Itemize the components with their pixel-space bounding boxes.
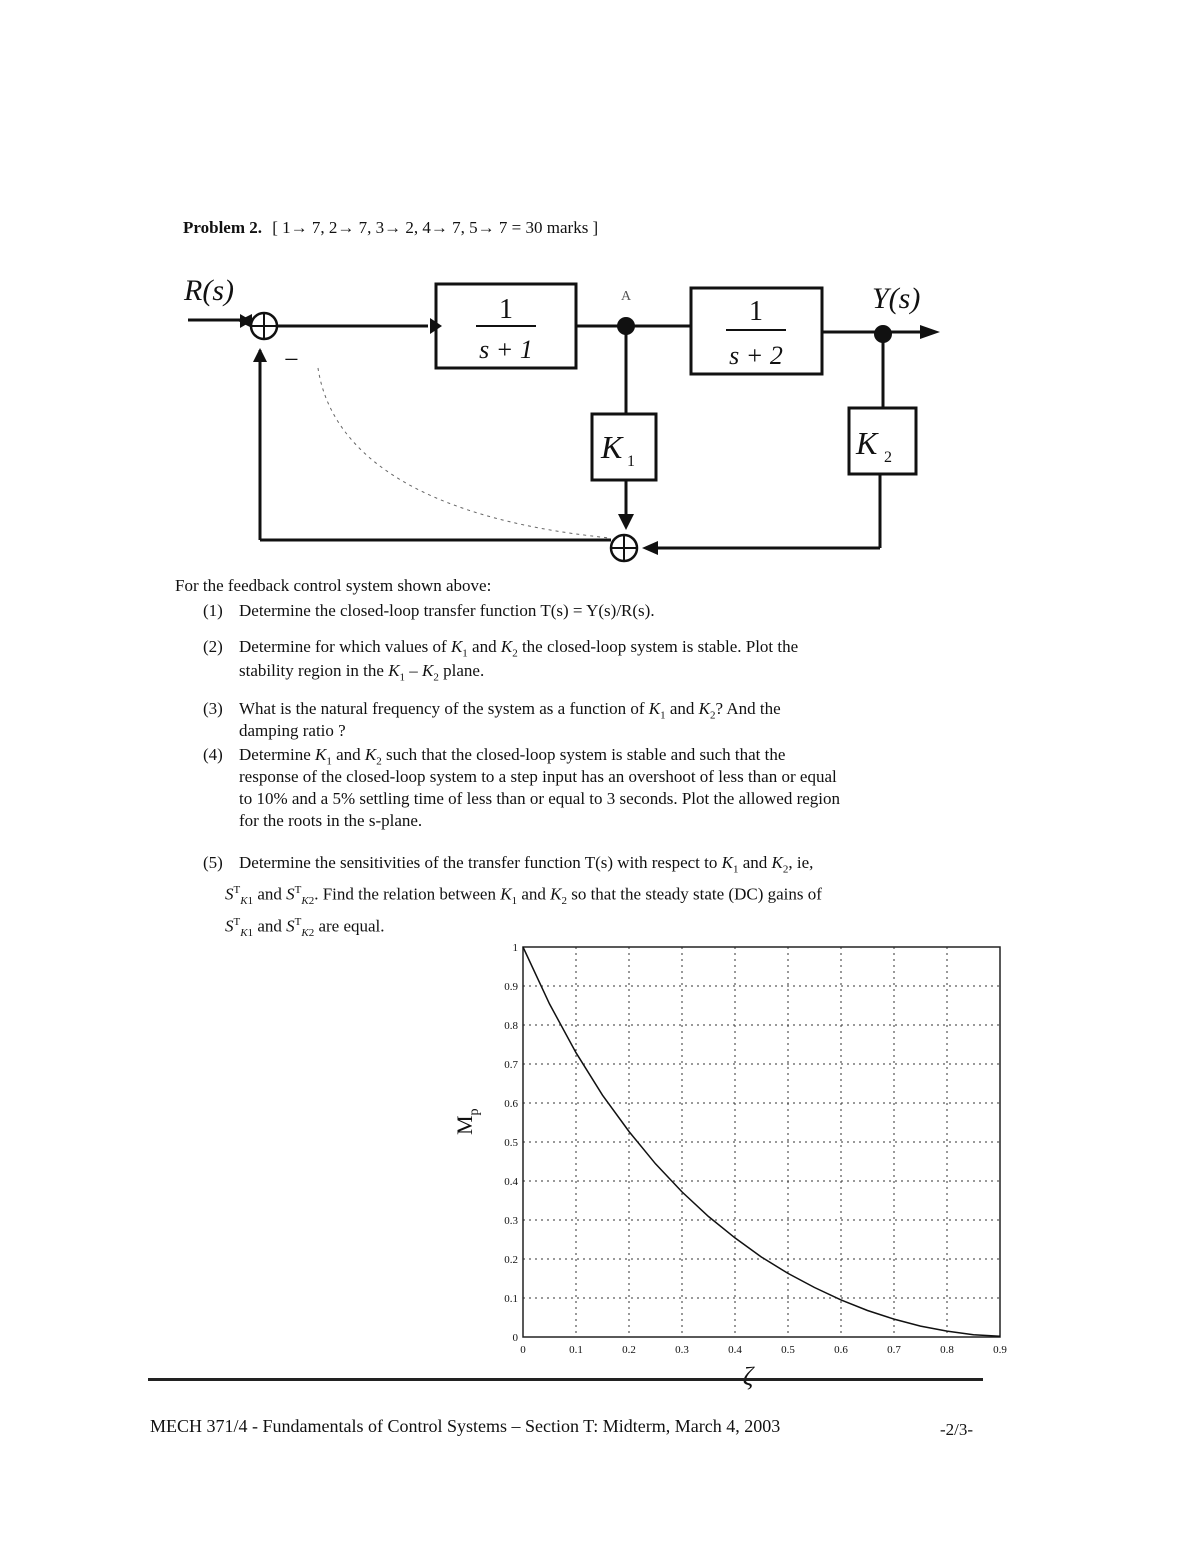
y-tick-label: 0.5 — [504, 1137, 518, 1149]
problem-marks: [ 1→ 7, 2→ 7, 3→ 2, 4→ 7, 5→ 7 = 30 marks ] — [272, 218, 599, 237]
chart-ylabel: $M_p$ — [452, 1108, 482, 1135]
question-number: (1) — [203, 601, 223, 620]
gain1-label: K — [601, 429, 623, 465]
question-number: (3) — [203, 699, 223, 718]
problem-label: Problem 2. — [183, 218, 263, 237]
intro-text: For the feedback control system shown above: — [175, 576, 492, 595]
question-1 — [203, 600, 983, 622]
question-text-line-2: response of the closed-loop system to a step input has an overshoot of less than or equal — [239, 767, 837, 786]
question-text-line-2: stability region in the $K_1 - K_2$ plane. — [239, 661, 485, 684]
gain2-sub: 2 — [884, 449, 892, 466]
y-tick-label: 0.9 — [504, 981, 518, 993]
question-text-line-1: Determine the sensitivities of the transfer function T(s) with respect to $K_1$ and $K_2$, ie, — [239, 853, 814, 876]
node-a-label: A — [621, 289, 632, 304]
x-tick-label: 0.8 — [940, 1344, 954, 1356]
output-label: Y(s) — [872, 282, 921, 315]
question-3 — [203, 698, 983, 742]
y-tick-label: 0.1 — [504, 1293, 518, 1305]
x-tick-label: 0.3 — [675, 1344, 689, 1356]
block-diagram — [180, 268, 960, 568]
block1-denominator: s + 1 — [479, 335, 533, 364]
question-text-line-1: What is the natural frequency of the system as a function of $K_1$ and $K_2$? And the — [239, 699, 781, 722]
question-text-line-4: for the roots in the s-plane. — [239, 811, 423, 830]
block2-denominator: s + 2 — [729, 341, 783, 370]
y-tick-label: 0 — [512, 1332, 518, 1344]
minus-sign: − — [284, 345, 299, 374]
question-text-line-1: Determine for which values of $K_1$ and $K_2$ the closed-loop system is stable. Plot the — [239, 637, 799, 660]
footer-rule — [148, 1378, 983, 1381]
problem-heading — [183, 218, 598, 238]
plot-frame — [523, 947, 1000, 1337]
question-text-line-3: to 10% and a 5% settling time of less than or equal to 3 seconds. Plot the allowed region — [239, 789, 841, 808]
overshoot-chart — [440, 935, 1020, 1395]
question-2 — [203, 636, 983, 684]
node-a-dot — [617, 317, 635, 335]
x-tick-label: 0.9 — [993, 1344, 1007, 1356]
y-tick-label: 0.3 — [504, 1215, 518, 1227]
x-tick-label: 0.6 — [834, 1344, 848, 1356]
question-text-line-3: $S^T_{K1}$ and $S^T_{K2}$ are equal. — [225, 916, 385, 940]
gain2-label: K — [856, 425, 878, 461]
mp-curve — [523, 947, 1000, 1336]
x-tick-label: 0 — [520, 1344, 526, 1356]
question-4 — [203, 744, 993, 832]
gain1-sub: 1 — [627, 453, 635, 470]
question-text-line-2: $S^T_{K1}$ and $S^T_{K2}$. Find the relation between $K_1$ and $K_2$ so that the steady state (DC) gains of — [225, 884, 822, 908]
block1-numerator: 1 — [499, 294, 513, 325]
block2-numerator: 1 — [749, 296, 763, 327]
y-tick-label: 0.8 — [504, 1020, 518, 1032]
question-text-line-1: Determine $K_1$ and $K_2$ such that the closed-loop system is stable and such that the — [239, 745, 786, 768]
question-number: (5) — [203, 853, 223, 872]
chart-xlabel: ζ — [742, 1362, 754, 1391]
question-number: (4) — [203, 745, 223, 764]
question-text: Determine the closed-loop transfer function T(s) = Y(s)/R(s). — [239, 601, 655, 620]
y-tick-label: 0.2 — [504, 1254, 518, 1266]
question-5 — [203, 852, 1003, 944]
question-text-line-2: damping ratio ? — [239, 721, 346, 740]
x-tick-label: 0.5 — [781, 1344, 795, 1356]
y-tick-label: 1 — [512, 942, 518, 954]
y-tick-label: 0.7 — [504, 1059, 518, 1071]
x-tick-label: 0.4 — [728, 1344, 742, 1356]
y-tick-label: 0.6 — [504, 1098, 518, 1110]
x-tick-label: 0.1 — [569, 1344, 583, 1356]
node-y-dot — [874, 325, 892, 343]
question-number: (2) — [203, 637, 223, 656]
y-tick-label: 0.4 — [504, 1176, 518, 1188]
footer-course: MECH 371/4 - Fundamentals of Control Systems – Section T: Midterm, March 4, 2003 — [150, 1416, 781, 1436]
input-label: R(s) — [184, 274, 234, 307]
x-tick-label: 0.2 — [622, 1344, 636, 1356]
x-tick-label: 0.7 — [887, 1344, 901, 1356]
page-number: -2/3- — [940, 1420, 974, 1439]
